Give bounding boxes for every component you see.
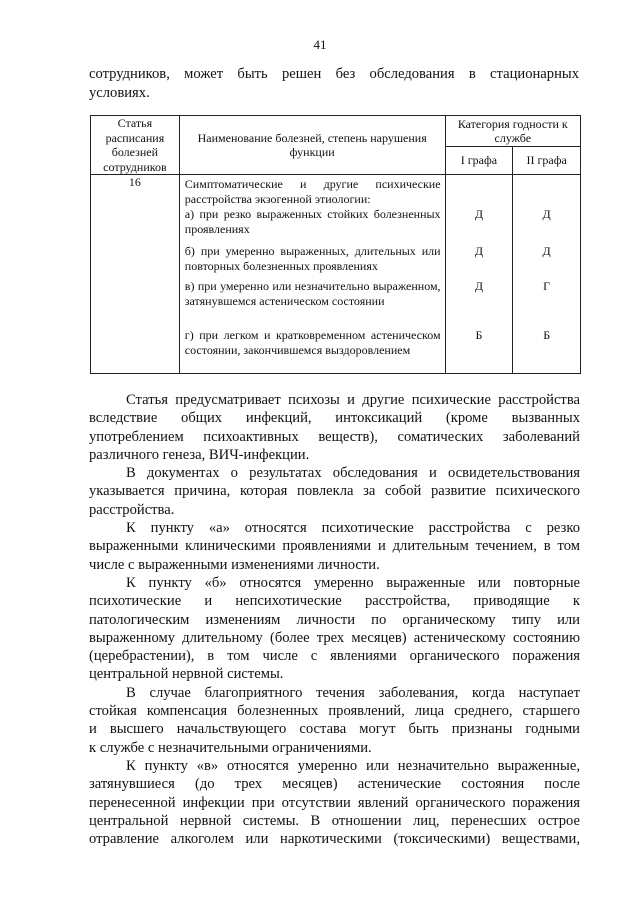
disease-item-c: в) при умеренно или незначительно выраженном, затянувшемся астеническом состоянии <box>184 279 441 308</box>
disease-title: Симптоматические и другие психические расстройства экзогенной этиологии: <box>184 177 441 206</box>
grade-a-1: Д <box>474 207 483 221</box>
text-line: В документах о результатах обследования и освидетельствования <box>126 465 580 482</box>
text-line: отравление алкоголем или наркотическими (токсическими) веществами, <box>89 831 580 848</box>
column-header-category: Категория годности к службе <box>445 116 580 147</box>
column-header-g1: I графа <box>445 147 513 175</box>
text-line: стойкая компенсация болезненных проявлений, лица среднего, старшего <box>89 703 580 720</box>
intro-text <box>89 65 579 103</box>
table-row <box>91 175 581 374</box>
text-line: психотические и непсихотические расстройства, приводящие к <box>89 593 580 610</box>
grade-c-2: Г <box>543 279 551 293</box>
disease-item-d: г) при легком и кратковременном астеническом состоянии, закончившемся выздоровлением <box>184 328 441 357</box>
paragraph <box>89 519 580 574</box>
grade-d-1: Б <box>475 328 483 342</box>
text-line: и высшего начальствующего состава могут быть признаны годными <box>89 721 580 738</box>
grade-column-2 <box>513 175 581 374</box>
body-text <box>89 391 580 848</box>
column-header-g2: II графа <box>513 147 581 175</box>
grade-b-2: Д <box>542 244 551 258</box>
text-line: расстройства. <box>89 501 175 518</box>
text-line: выраженными клиническими проявлениями и длительным течением, в том <box>89 538 580 555</box>
paragraph <box>89 757 580 848</box>
text-line: выраженному длительному (более трех месяцев) астеническому состоянию <box>89 629 580 646</box>
grade-a-2: Д <box>542 207 551 221</box>
grade-b-1: Д <box>474 244 483 258</box>
text-line: различного генеза, ВИЧ-инфекции. <box>89 446 310 463</box>
disease-item-b: б) при умеренно выраженных, длительных или повторных болезненных проявлениях <box>184 244 441 273</box>
fitness-category-table <box>90 115 581 374</box>
grade-column-1 <box>445 175 513 374</box>
article-number: 16 <box>91 175 180 374</box>
text-line: (церебрастении), в том числе с явлениями органического поражения <box>89 648 580 665</box>
text-line: к службе с незначительными ограничениями. <box>89 739 372 756</box>
paragraph <box>89 574 580 684</box>
text-line: затянувшиеся (до трех месяцев) астенические состояния после <box>89 776 580 793</box>
paragraph <box>89 684 580 757</box>
text-line: перенесенной инфекции при отсутствии явлений органического поражения <box>89 794 580 811</box>
text-line: центральной нервной системы. В отношении лиц, перенесших острое <box>89 812 580 829</box>
text-line: центральной нервной системы. <box>89 666 284 683</box>
column-header-article: Статья расписания болезней сотрудников <box>91 116 180 175</box>
text-line: К пункту «а» относятся психотические расстройства с резко <box>126 520 580 537</box>
intro-line: сотрудников, может быть решен без обследования в стационарных <box>89 66 579 82</box>
text-line: вследствие общих инфекций, интоксикаций (кроме вызванных <box>89 410 580 427</box>
text-line: употреблением психоактивных веществ), соматических заболеваний <box>89 428 580 445</box>
paragraph <box>89 464 580 519</box>
intro-line: условиях. <box>89 85 150 101</box>
text-line: К пункту «в» относятся умеренно или незначительно выраженные, <box>126 757 580 774</box>
text-line: Статья предусматривает психозы и другие психические расстройства <box>126 392 580 408</box>
disease-cell <box>179 175 445 374</box>
text-line: патологическим изменениям личности по органическому типу или <box>89 611 580 628</box>
paragraph <box>89 391 580 464</box>
text-line: В случае благоприятного течения заболевания, когда наступает <box>126 684 580 701</box>
page-number: 41 <box>313 37 327 52</box>
grade-c-1: Д <box>474 279 483 293</box>
grade-d-2: Б <box>543 328 551 342</box>
text-line: К пункту «б» относятся умеренно выраженные или повторные <box>126 574 580 591</box>
column-header-disease: Наименование болезней, степень нарушения функции <box>179 116 445 175</box>
text-line: числе с выраженными изменениями личности. <box>89 556 380 573</box>
text-line: указывается причина, которая повлекла за собой развитие психического <box>89 483 580 500</box>
disease-item-a: а) при резко выраженных стойких болезненных проявлениях <box>184 207 441 236</box>
